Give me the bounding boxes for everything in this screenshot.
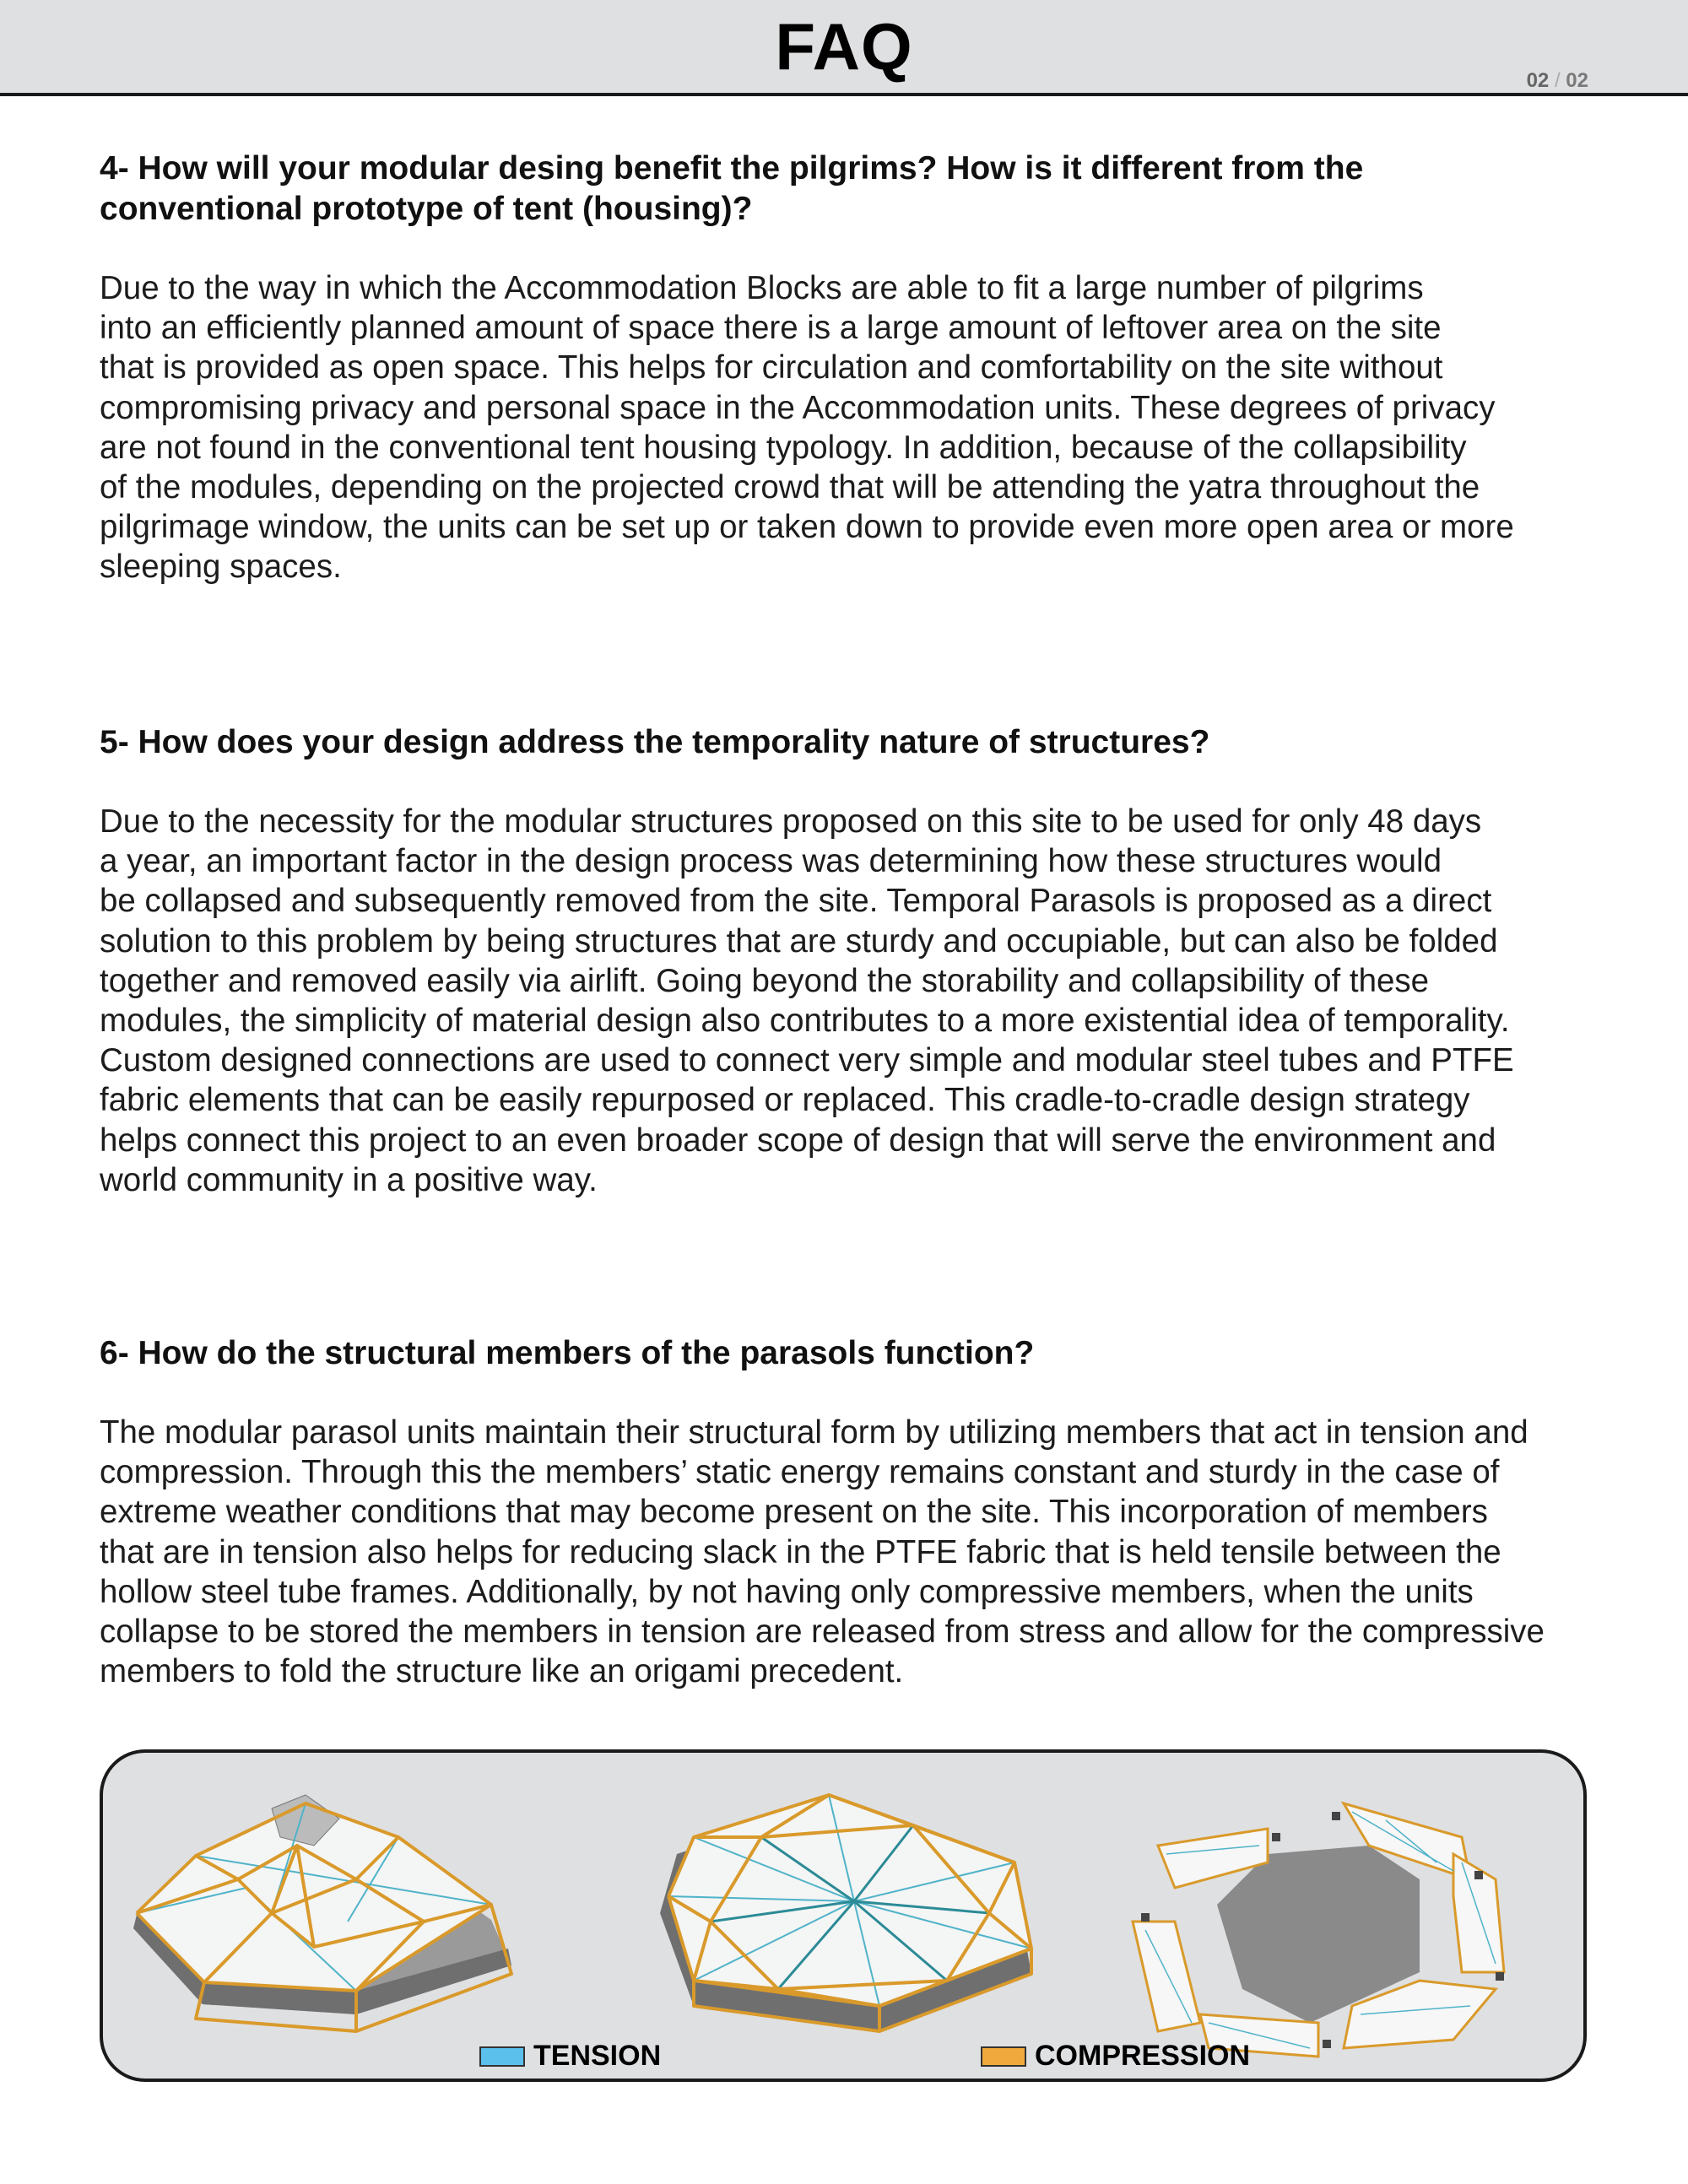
faq-item-5 (100, 722, 1619, 1200)
answer-line: into an efficiently planned amount of space there is a large amount of leftover area on the site (100, 310, 1442, 347)
answer-line: solution to this problem by being structures that are sturdy and occupiable, but can also be folded (100, 922, 1498, 960)
page-number (1527, 69, 1588, 93)
answer-line: sleeping spaces. (100, 549, 342, 586)
faq-answer (100, 268, 1593, 587)
parasol-folded-icon (133, 1795, 511, 2031)
answer-line: hollow steel tube frames. Additionally, by not having only compressive members, when the units (100, 1573, 1474, 1610)
legend-tension-label: TENSION (533, 2040, 662, 2072)
structure-diagrams (103, 1753, 1587, 2082)
faq-item-6 (100, 1333, 1619, 1691)
answer-line: fabric elements that can be easily repurposed or replaced. This cradle-to-cradle design strategy (100, 1082, 1470, 1119)
answer-line: collapse to be stored the members in tension are released from stress and allow for the compressive (100, 1614, 1545, 1651)
answer-line: that are in tension also helps for reducing slack in the PTFE fabric that is held tensile between the (100, 1533, 1501, 1570)
answer-line: a year, an important factor in the design process was determining how these structures would (100, 843, 1442, 880)
answer-line: are not found in the conventional tent housing typology. In addition, because of the collapsibility (100, 429, 1467, 466)
faq-question (100, 722, 1450, 763)
page-title: FAQ (775, 9, 913, 84)
page-separator: / (1554, 69, 1561, 92)
question-line: conventional prototype of tent (housing)? (100, 191, 753, 227)
answer-line: compromising privacy and personal space in the Accommodation units. These degrees of privacy (100, 389, 1496, 426)
answer-line: world community in a positive way. (100, 1161, 598, 1198)
legend-compression (981, 2040, 1250, 2073)
tension-swatch-icon (479, 2046, 525, 2067)
legend-tension (479, 2040, 661, 2073)
faq-question (100, 149, 1450, 230)
answer-line: Due to the way in which the Accommodation Blocks are able to fit a large number of pilgrims (100, 270, 1424, 306)
page-total: 02 (1566, 69, 1588, 92)
answer-line: of the modules, depending on the projected crowd that will be attending the yatra throughout the (100, 469, 1480, 506)
question-line: 4- How will your modular desing benefit the pilgrims? How is it different from the (100, 150, 1364, 187)
answer-line: Custom designed connections are used to connect very simple and modular steel tubes and PTFE (100, 1042, 1514, 1079)
answer-line: be collapsed and subsequently removed from the site. Temporal Parasols is proposed as a direct (100, 883, 1492, 920)
answer-line: together and removed easily via airlift. Going beyond the storability and collapsibility of these (100, 962, 1430, 999)
faq-item-4 (100, 149, 1593, 587)
legend-compression-label: COMPRESSION (1035, 2040, 1251, 2072)
answer-line: compression. Through this the members’ static energy remains constant and sturdy in the case of (100, 1454, 1500, 1491)
compression-swatch-icon (981, 2046, 1026, 2067)
answer-line: members to fold the structure like an origami precedent. (100, 1653, 904, 1690)
question-line: 6- How do the structural members of the parasols function? (100, 1335, 1035, 1371)
answer-line: The modular parasol units maintain their structural form by utilizing members that act in tension and (100, 1414, 1528, 1451)
answer-line: Due to the necessity for the modular structures proposed on this site to be used for only 48 days (100, 803, 1482, 840)
answer-line: pilgrimage window, the units can be set up or taken down to provide even more open area or more (100, 509, 1514, 546)
parasol-ring-cluster-icon (1133, 1803, 1504, 2057)
answer-line: modules, the simplicity of material design also contributes to a more existential idea of temporality. (100, 1003, 1510, 1040)
page-current: 02 (1526, 69, 1550, 92)
answer-line: that is provided as open space. This helps for circulation and comfortability on the site without (100, 349, 1443, 387)
faq-answer (100, 802, 1619, 1200)
faq-question (100, 1333, 1450, 1374)
answer-line: extreme weather conditions that may become present on the site. This incorporation of members (100, 1494, 1488, 1531)
faq-answer (100, 1413, 1619, 1691)
answer-line: helps connect this project to an even broader scope of design that will serve the environment and (100, 1122, 1496, 1159)
question-line: 5- How does your design address the temporality nature of structures? (100, 724, 1210, 760)
parasol-open-icon (660, 1795, 1031, 2031)
page-header (0, 0, 1688, 96)
structure-diagram-panel (100, 1749, 1587, 2082)
